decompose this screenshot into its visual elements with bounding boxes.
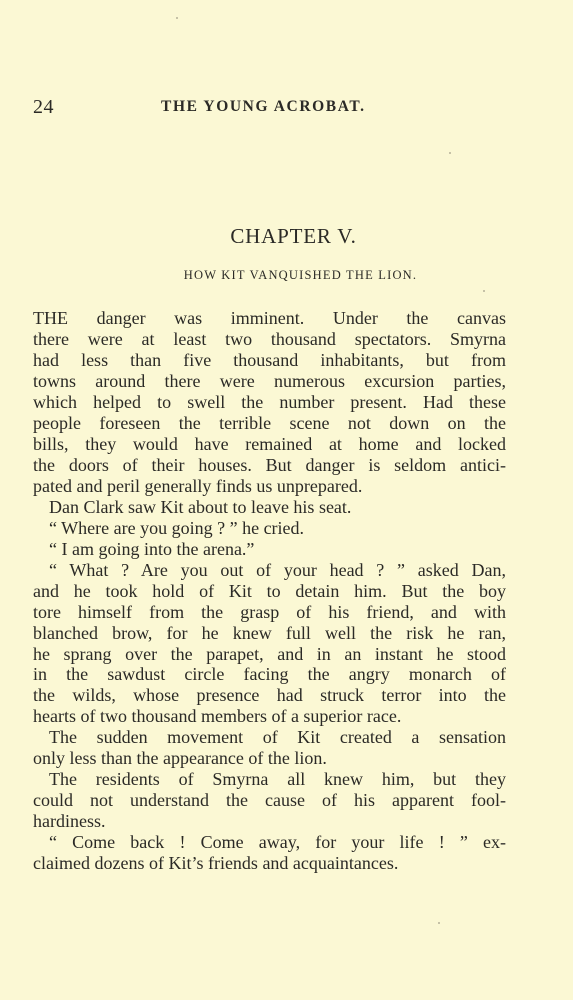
text-line: “ I am going into the arena.”: [49, 538, 255, 559]
text-line: Dan Clark saw Kit about to leave his seat.: [49, 496, 352, 517]
page-number: 24: [33, 96, 54, 118]
text-line: and he took hold of Kit to detain him. But the boy: [33, 580, 506, 601]
text-line: could not understand the cause of his apparent fool-: [33, 790, 506, 811]
text-line: which helped to swell the number present. Had these: [33, 391, 506, 412]
paper-speck: [449, 152, 451, 154]
text-line: pated and peril generally finds us unprepared.: [33, 475, 363, 496]
chapter-body: [33, 308, 506, 874]
text-line: hearts of two thousand members of a superior race.: [33, 706, 402, 727]
text-line: “ Come back ! Come away, for your life ! ” ex-: [49, 832, 506, 853]
paper-speck: [176, 17, 178, 19]
text-line: towns around there were numerous excursion parties,: [33, 370, 506, 391]
chapter-subtitle: HOW KIT VANQUISHED THE LION.: [183, 268, 418, 282]
text-line: the wilds, whose presence had struck terror into the: [33, 685, 506, 706]
text-line: The residents of Smyrna all knew him, but they: [49, 769, 506, 790]
text-line: THE danger was imminent. Under the canvas: [33, 308, 506, 328]
text-line: people foreseen the terrible scene not down on the: [33, 412, 506, 433]
text-line: in the sawdust circle facing the angry monarch of: [33, 664, 506, 685]
text-line: tore himself from the grasp of his friend, and with: [33, 601, 506, 622]
text-line: hardiness.: [33, 811, 106, 832]
text-line: had less than five thousand inhabitants, but from: [33, 349, 506, 370]
text-line: “ Where are you going ? ” he cried.: [49, 517, 305, 538]
running-head: [33, 96, 543, 120]
text-line: only less than the appearance of the lion.: [33, 748, 327, 769]
text-line: bills, they would have remained at home and locked: [33, 433, 506, 454]
text-line: blanched brow, for he knew full well the risk he ran,: [33, 622, 506, 643]
paper-speck: [483, 290, 485, 292]
paper-speck: [438, 922, 440, 924]
text-line: the doors of their houses. But danger is seldom antici-: [33, 454, 506, 475]
text-line: claimed dozens of Kit’s friends and acquaintances.: [33, 853, 399, 874]
text-line: there were at least two thousand spectators. Smyrna: [33, 328, 506, 349]
text-line: The sudden movement of Kit created a sensation: [49, 727, 506, 748]
text-line: he sprang over the parapet, and in an instant he stood: [33, 643, 506, 664]
book-title: THE YOUNG ACROBAT.: [161, 98, 366, 115]
chapter-title: CHAPTER V.: [230, 224, 357, 248]
text-line: “ What ? Are you out of your head ? ” asked Dan,: [49, 559, 506, 580]
